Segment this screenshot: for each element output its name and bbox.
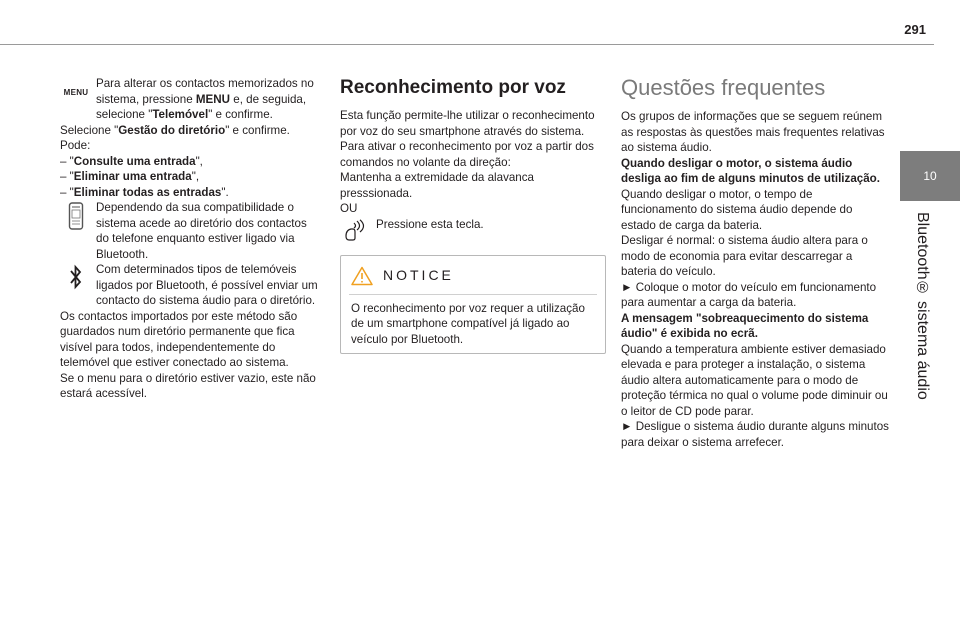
- menu-paragraph: [60, 76, 322, 123]
- phone-icon: [68, 202, 84, 230]
- phone-text: Dependendo da sua compatibilidade o sistema acede ao diretório dos contactos do telefone enquanto estiver ligado via Bluetooth.: [96, 201, 307, 261]
- notice-box: [340, 255, 606, 355]
- faq-answer-1c: ► Coloque o motor do veículo em funcionamento para aumentar a carga da bateria.: [621, 280, 877, 309]
- voice-activate: Para ativar o reconhecimento por voz a partir dos comandos no volante da direção:: [340, 140, 594, 169]
- opt1-a: – ": [60, 154, 74, 168]
- select-text-a: Selecione ": [60, 123, 119, 137]
- phone-paragraph: [60, 200, 322, 262]
- select-text-b: " e confirme.: [225, 123, 290, 137]
- faq-title: Questões frequentes: [621, 75, 826, 100]
- menu-text-a: Para alterar os contactos memorizados no sistema, pressione: [96, 77, 314, 106]
- voice-or: OU: [340, 202, 358, 215]
- menu-bold: MENU: [195, 92, 231, 106]
- telemovel-bold: Telemóvel: [152, 108, 209, 121]
- menu-text-c: " e confirme.: [208, 108, 273, 121]
- opt1-b: Consulte uma entrada: [73, 154, 196, 168]
- bluetooth-text: Com determinados tipos de telemóveis ligados por Bluetooth, é possível enviar um contacto do sistema áudio para o diretório.: [96, 263, 318, 307]
- option-delete-all: [60, 185, 322, 201]
- opt2-a: – ": [60, 170, 74, 183]
- menu-text-b: e, de seguida, selecione ": [96, 92, 307, 121]
- voice-press-paragraph: [340, 217, 606, 241]
- column-voice: [340, 76, 606, 354]
- faq-question-1: Quando desligar o motor, o sistema áudio desliga ao fim de alguns minutos de utilização.: [621, 156, 880, 185]
- empty-paragraph: Se o menu para o diretório estiver vazio, este não estará acessível.: [60, 371, 316, 400]
- opt3-c: ".: [221, 185, 229, 199]
- bluetooth-icon: [69, 264, 83, 290]
- opt2-b: Eliminar uma entrada: [73, 170, 192, 183]
- column-faq: [621, 76, 889, 450]
- imported-paragraph: Os contactos importados por este método são guardados num diretório permanente que fica visível para todos, independentemente do telemóvel que estiver conectado ao sistema.: [60, 309, 298, 369]
- notice-label: NOTICE: [383, 266, 454, 283]
- pode-label: Pode:: [60, 139, 91, 152]
- select-paragraph: [60, 123, 322, 139]
- voice-press-text: Pressione esta tecla.: [376, 217, 484, 231]
- voice-intro: Esta função permite-lhe utilizar o reconhecimento por voz do seu smartphone através do sistema.: [340, 109, 595, 138]
- opt3-a: – ": [60, 185, 74, 199]
- option-consult: [60, 154, 322, 170]
- menu-icon: MENU: [63, 88, 89, 97]
- opt3-b: Eliminar todas as entradas: [73, 185, 222, 199]
- chapter-tab: 10: [900, 151, 960, 201]
- faq-question-2: A mensagem "sobreaquecimento do sistema áudio" é exibida no ecrã.: [621, 311, 869, 340]
- voice-hold: Mantenha a extremidade da alavanca presssionada.: [340, 171, 535, 200]
- column-contacts: [60, 76, 322, 402]
- chapter-title: Bluetooth® sistema áudio: [914, 212, 931, 400]
- opt1-c: ",: [195, 154, 203, 168]
- voice-title: Reconhecimento por voz: [340, 77, 566, 98]
- notice-divider: [349, 294, 597, 295]
- notice-text: O reconhecimento por voz requer a utilização de um smartphone compatível já ligado ao veículo por Bluetooth.: [351, 301, 585, 346]
- header-rule: [0, 44, 934, 45]
- faq-answer-2a: Quando a temperatura ambiente estiver demasiado elevada e para proteger a instalação, o sistema áudio altera automaticamente para o modo de proteção térmica no qual o volume pode diminuir ou o leitor de CD pode parar.: [621, 342, 888, 418]
- faq-intro: Os grupos de informações que se seguem reúnem as respostas às questões mais frequentes relativas ao sistema áudio.: [621, 110, 885, 154]
- bluetooth-paragraph: [60, 262, 322, 309]
- option-delete-one: [60, 169, 322, 185]
- notice-header: [341, 256, 605, 294]
- opt2-c: ",: [191, 170, 200, 183]
- faq-answer-1b: Desligar é normal: o sistema áudio altera para o modo de economia para evitar descarregar a bateria do veículo.: [621, 234, 868, 278]
- page-number: 291: [904, 22, 926, 37]
- faq-answer-2b: ► Desligue o sistema áudio durante alguns minutos para deixar o sistema arrefecer.: [621, 420, 889, 449]
- voice-command-icon: [343, 219, 369, 241]
- gestao-bold: Gestão do diretório: [118, 123, 226, 137]
- chapter-title-wrapper: [902, 212, 940, 417]
- faq-answer-1a: Quando desligar o motor, o tempo de funcionamento do sistema áudio depende do estado de carga da bateria.: [621, 187, 853, 232]
- warning-icon: [351, 266, 373, 286]
